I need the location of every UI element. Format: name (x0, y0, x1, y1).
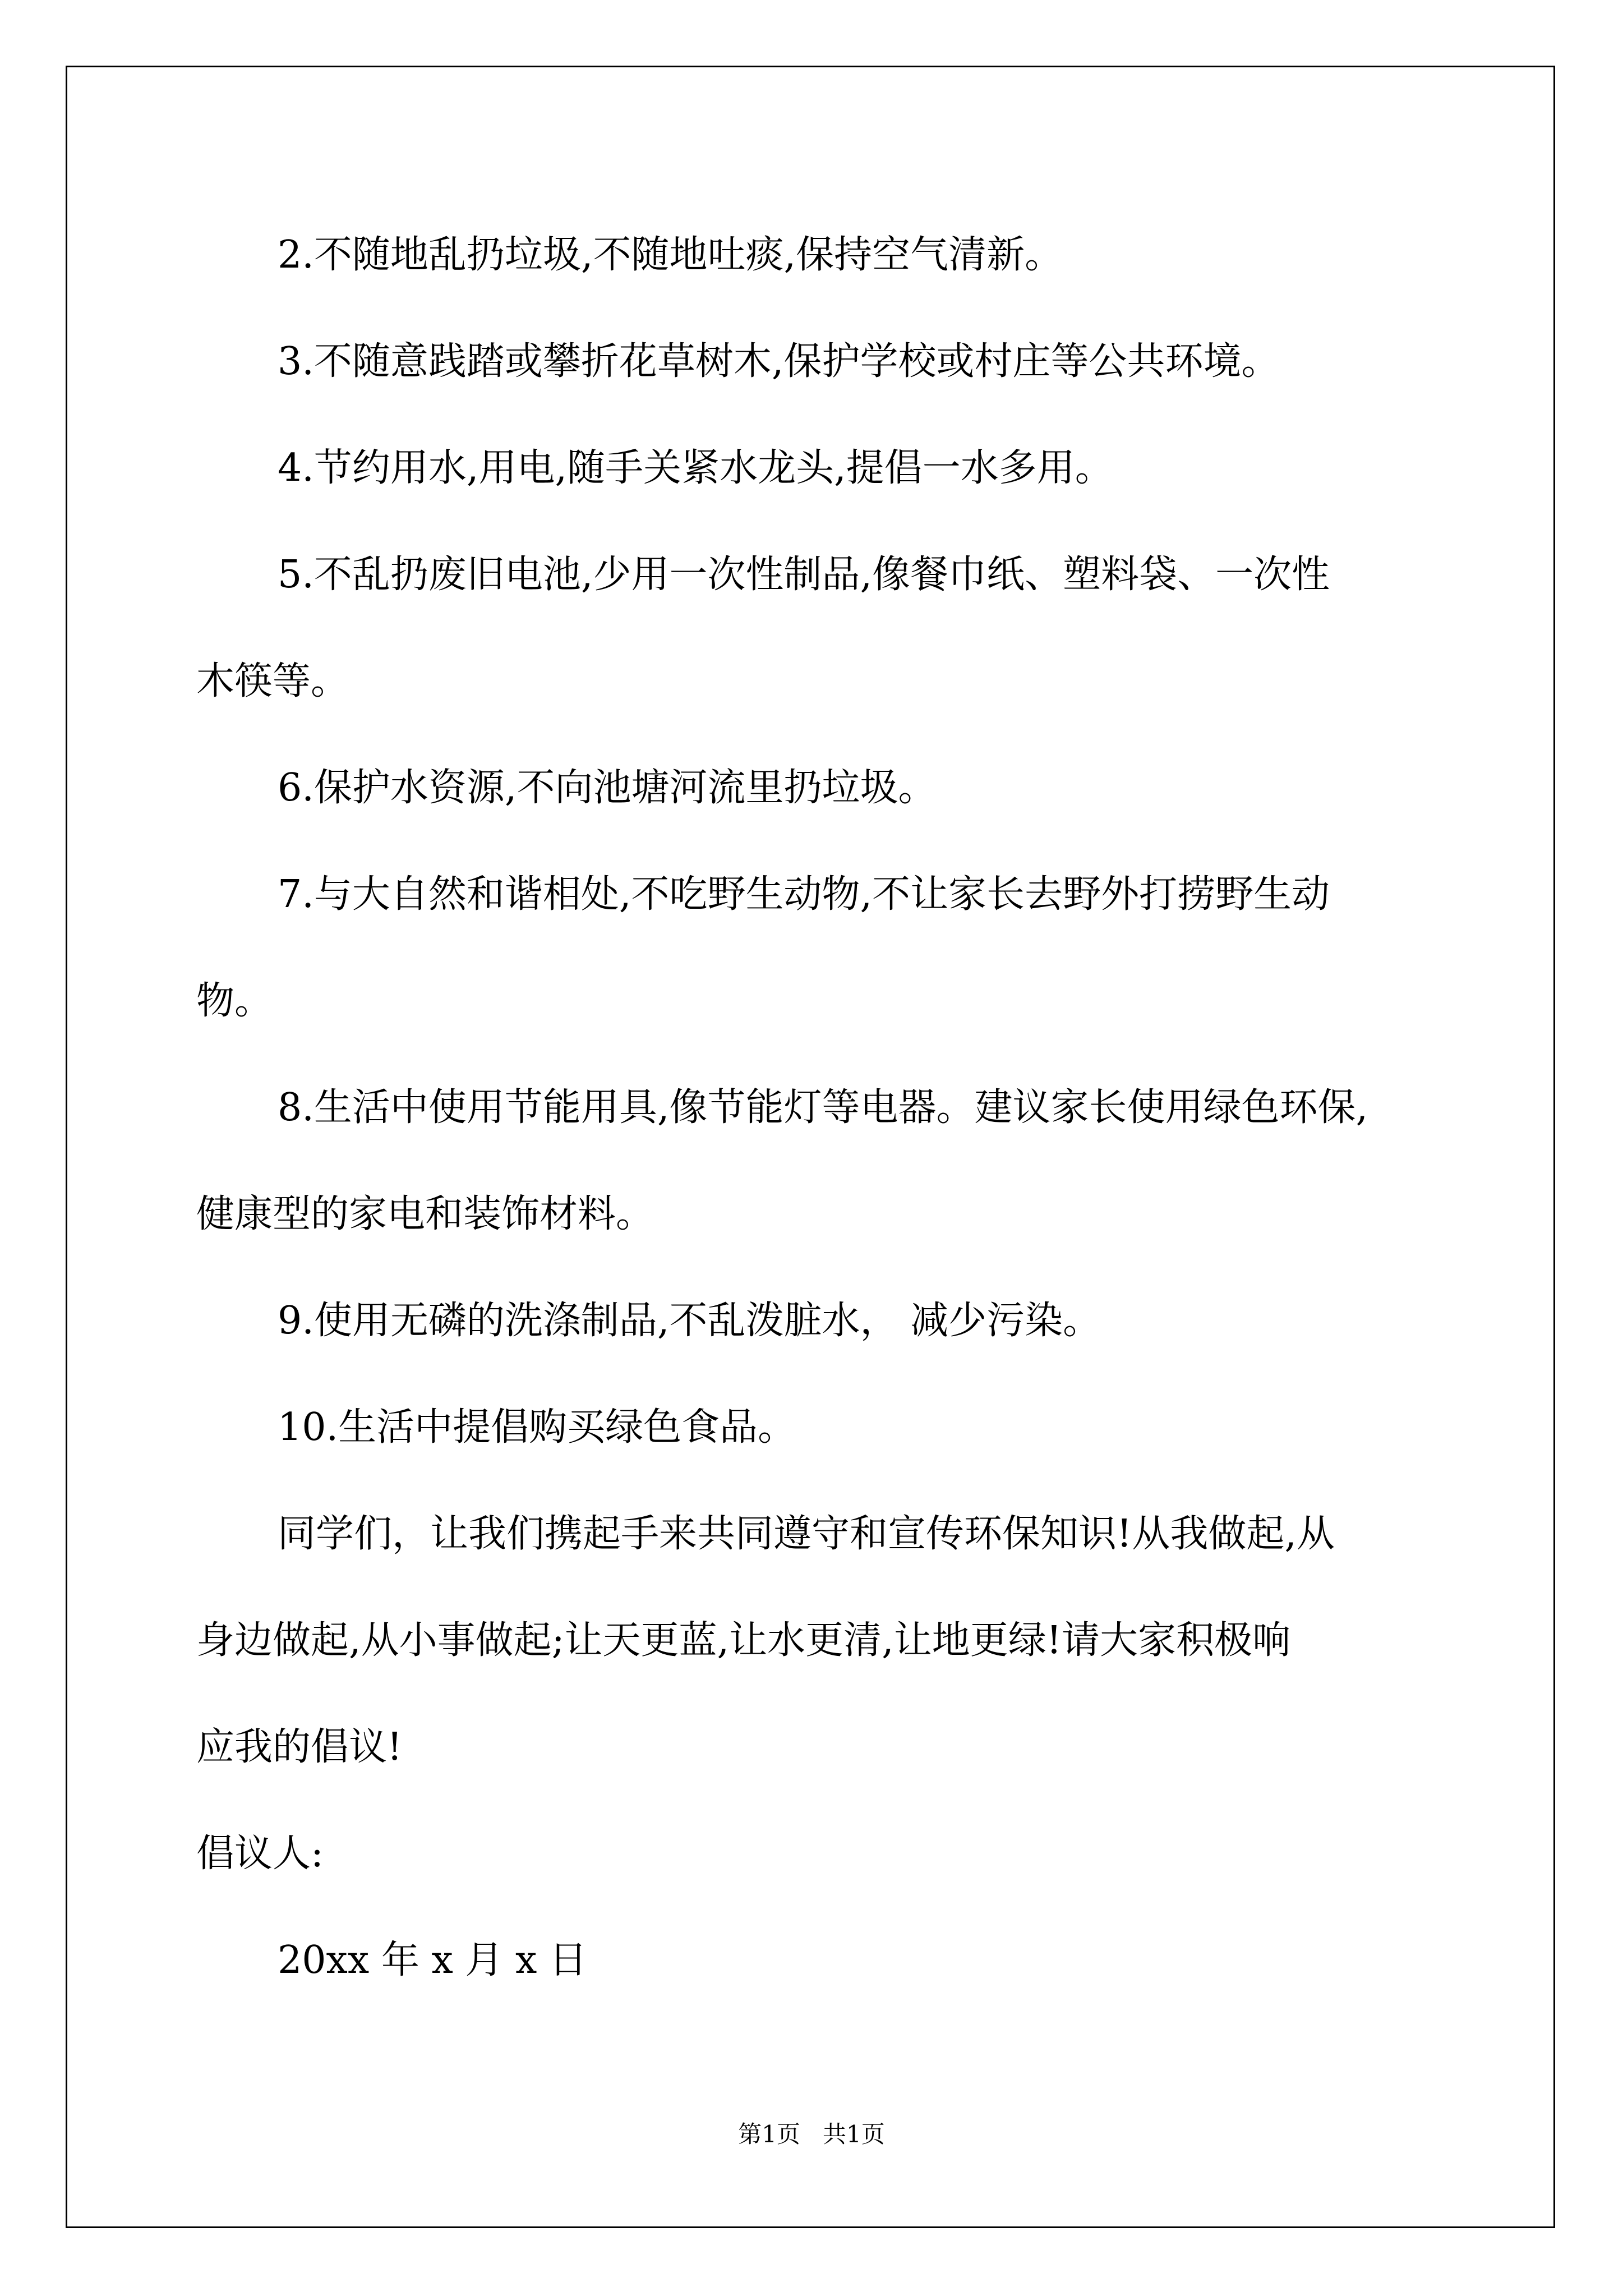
item-4-line: 4.节约用水,用电,随手关紧水龙头,提倡一水多用。 (278, 446, 1113, 490)
item-10-line: 10.生活中提倡购买绿色食品。 (278, 1405, 796, 1450)
item-7-line-cont: 物。 (196, 979, 273, 1023)
item-9-line: 9.使用无磷的洗涤制品,不乱泼脏水， 减少污染。 (278, 1299, 1101, 1343)
item-3-line: 3.不随意践踏或攀折花草树木,保护学校或村庄等公共环境。 (278, 339, 1280, 384)
item-8-line-cont: 健康型的家电和装饰材料。 (196, 1192, 654, 1236)
page-border (66, 66, 1555, 2228)
page-footer: 第1页 共1页 (738, 2120, 885, 2148)
item-5-line-cont: 木筷等。 (196, 659, 349, 703)
date-line: 20xx 年 x 月 x 日 (278, 1938, 588, 1982)
item-8-line: 8.生活中使用节能用具,像节能灯等电器。建议家长使用绿色环保, (278, 1085, 1368, 1130)
item-5-line: 5.不乱扔废旧电池,少用一次性制品,像餐巾纸、塑料袋、一次性 (278, 553, 1330, 597)
closing-line-3: 应我的倡议! (196, 1725, 403, 1769)
initiator-label: 倡议人: (196, 1832, 324, 1876)
closing-line-1: 同学们，让我们携起手来共同遵守和宣传环保知识!从我做起,从 (278, 1512, 1335, 1556)
item-7-line: 7.与大自然和谐相处,不吃野生动物,不让家长去野外打捞野生动 (278, 872, 1330, 917)
item-2-line: 2.不随地乱扔垃圾,不随地吐痰,保持空气清新。 (278, 233, 1063, 277)
closing-line-2: 身边做起,从小事做起;让天更蓝,让水更清,让地更绿!请大家积极响 (196, 1618, 1291, 1663)
item-6-line: 6.保护水资源,不向池塘河流里扔垃圾。 (278, 766, 937, 810)
